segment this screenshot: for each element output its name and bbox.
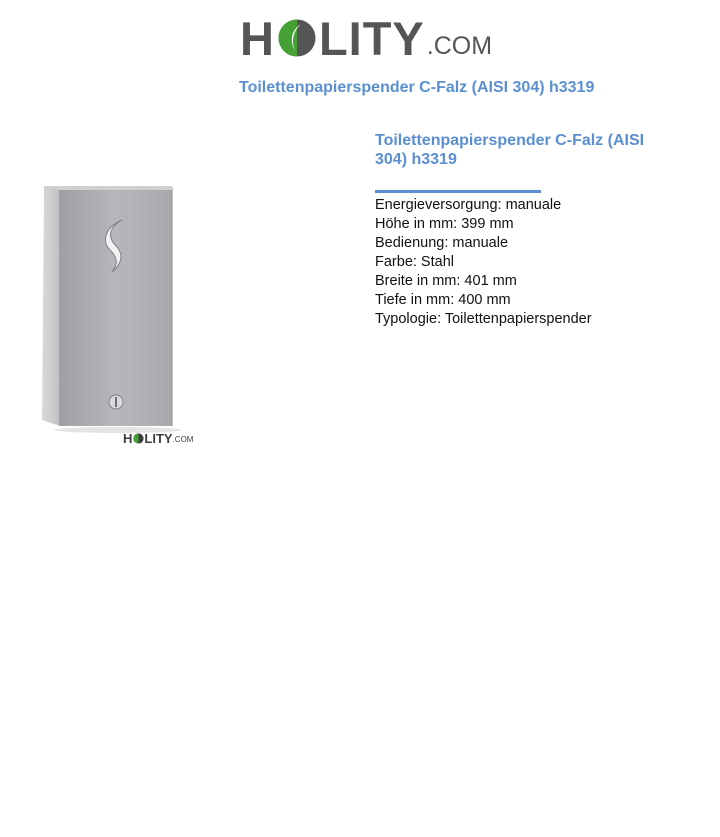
product-brand-logo xyxy=(123,432,193,445)
product-title: Toilettenpapierspender C-Falz (AISI 304) h3319 xyxy=(375,132,645,168)
spec-list xyxy=(375,196,675,329)
spec-item: Höhe in mm: 399 mm xyxy=(375,216,514,232)
spec-item: Energieversorgung: manuale xyxy=(375,197,562,213)
spec-item: Bedienung: manuale xyxy=(375,235,509,251)
spec-item: Farbe: Stahl xyxy=(375,254,454,270)
page-title: Toilettenpapierspender C-Falz (AISI 304) h3319 xyxy=(239,79,595,96)
site-logo[interactable] xyxy=(240,12,493,65)
product-brand-letter-h: H xyxy=(123,431,133,446)
product-brand-o-icon xyxy=(133,433,144,444)
logo-suffix: .COM xyxy=(426,32,493,60)
spec-item: Breite in mm: 401 mm xyxy=(375,273,517,289)
product-brand-suffix: .COM xyxy=(172,435,194,444)
title-divider xyxy=(375,190,541,193)
logo-letter-h: H xyxy=(240,12,275,65)
product-details xyxy=(375,131,675,329)
product-brand-letters-lity: LITY xyxy=(144,431,173,446)
spec-item: Tiefe in mm: 400 mm xyxy=(375,292,511,308)
logo-letters-lity: LITY xyxy=(318,12,425,65)
logo-o-icon xyxy=(277,18,317,58)
spec-item: Typologie: Toilettenpapierspender xyxy=(375,311,592,327)
product-image[interactable] xyxy=(38,180,198,450)
